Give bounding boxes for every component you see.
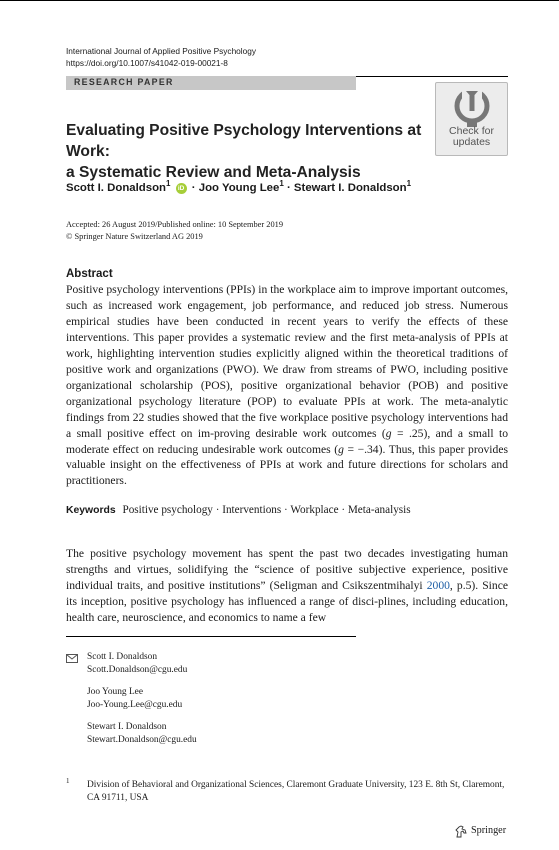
orcid-icon[interactable]: iD <box>176 183 187 194</box>
body-paragraph <box>66 546 508 626</box>
journal-name: International Journal of Applied Positive Psychology <box>66 46 257 56</box>
correspondence-entry <box>87 651 197 677</box>
title-line-2: a Systematic Review and Meta-Analysis <box>66 164 361 181</box>
corr-email[interactable]: Stewart.Donaldson@cgu.edu <box>87 735 197 745</box>
badge-line-2: updates <box>452 136 491 148</box>
author-affil-marker: 1 <box>166 179 171 188</box>
abstract-symbol: g <box>385 426 392 440</box>
affiliation-number: 1 <box>66 777 70 785</box>
correspondence-list <box>87 651 197 756</box>
header-rule <box>356 76 508 77</box>
paper-title <box>66 120 426 183</box>
author-name[interactable]: Scott I. Donaldson <box>66 181 166 194</box>
copyright-icon: © <box>66 232 73 241</box>
copyright-line <box>66 231 203 243</box>
corr-name: Joo Young Lee <box>87 687 143 697</box>
publisher-name: Springer <box>471 825 507 836</box>
author-name[interactable]: Stewart I. Donaldson <box>293 181 407 194</box>
citation-link[interactable]: 2000 <box>426 578 450 592</box>
publication-dates: Accepted: 26 August 2019/Published online: 10 September 2019 <box>66 220 284 229</box>
correspondence-entry <box>87 686 197 712</box>
copyright-text: Springer Nature Switzerland AG 2019 <box>74 232 203 241</box>
footnote-rule <box>66 636 356 637</box>
keywords-list: Positive psychology · Interventions · Workplace · Meta-analysis <box>122 504 411 516</box>
top-rule <box>0 0 559 1</box>
abstract-symbol: g <box>338 442 344 456</box>
correspondence-entry <box>87 721 197 747</box>
badge-line-1: Check for <box>449 125 494 137</box>
author-affil-marker: 1 <box>279 179 284 188</box>
corr-name: Scott I. Donaldson <box>87 652 158 662</box>
abstract-heading: Abstract <box>66 268 113 280</box>
springer-horse-icon <box>455 825 467 838</box>
affiliation-text: Division of Behavioral and Organizational Sciences, Claremont Graduate University, 123 E. 8th St, Claremont, CA 91711, USA <box>87 780 505 803</box>
author-affil-marker: 1 <box>406 179 412 188</box>
section-label: RESEARCH PAPER <box>74 77 174 87</box>
author-name[interactable]: Joo Young Lee <box>198 181 280 194</box>
check-for-updates-icon <box>454 89 490 127</box>
corr-email[interactable]: Joo-Young.Lee@cgu.edu <box>87 700 183 710</box>
body-text: The positive psychology movement has spent the past two decades investigating human strengths and virtues, solidifying the “science of positive subjective experience, positive individual traits, and positive institutions” (Seligman and Csikszentmihalyi <box>66 547 508 592</box>
abstract-part: = .25), and a small to moderate effect on reducing undesirable work outcomes ( <box>66 426 508 456</box>
keywords <box>66 504 411 516</box>
doi-link[interactable]: https://doi.org/10.1007/s41042-019-00021-8 <box>66 58 228 68</box>
corr-name: Stewart I. Donaldson <box>87 722 167 732</box>
abstract-part: = −.34). Thus, this paper provides valuable insight on the effectiveness of PPIs at work and future directions for scholars and practitioners. <box>66 442 508 488</box>
body-text: , p.5). Since its inception, positive psychology has influenced a range of disci-plines, including education, health care, neuroscience, and economics to name a few <box>66 578 508 624</box>
keywords-label: Keywords <box>66 505 116 516</box>
corr-email[interactable]: Scott.Donaldson@cgu.edu <box>87 665 188 675</box>
section-label-bar <box>66 76 356 90</box>
abstract-text <box>66 282 508 489</box>
badge-label <box>436 126 507 148</box>
check-for-updates-badge[interactable] <box>435 82 508 156</box>
title-line-1: Evaluating Positive Psychology Interventions at Work: <box>66 122 422 160</box>
mail-icon <box>66 654 78 663</box>
abstract-part: Positive psychology interventions (PPIs) in the workplace aim to improve important outcomes, such as increased work engagement, job performance, and reduced job stress. Numerous empirical studies have been conducted in recent years to verify the effects of these interventions. This paper provides a systematic review and the first meta-analysis of PPIs at work, highlighting intervention studies explicitly aligned within the theoretical traditions of positive work and organizations (PWO). We draw from streams of PWO, including positive organizational scholarship (POS), positive organizational behavior (POB) and positive organizational psychology literature (POP) to evaluate PPIs at work. The meta-analytic findings from 22 studies showed that the five workplace positive psychology interventions had a small positive effect on im-proving desirable work outcomes ( <box>66 283 508 440</box>
author-list: Scott I. Donaldson$^1$ iD · Joo Young Lee$^1$ · Stewart I. Donaldson$^1$ <box>66 179 412 194</box>
